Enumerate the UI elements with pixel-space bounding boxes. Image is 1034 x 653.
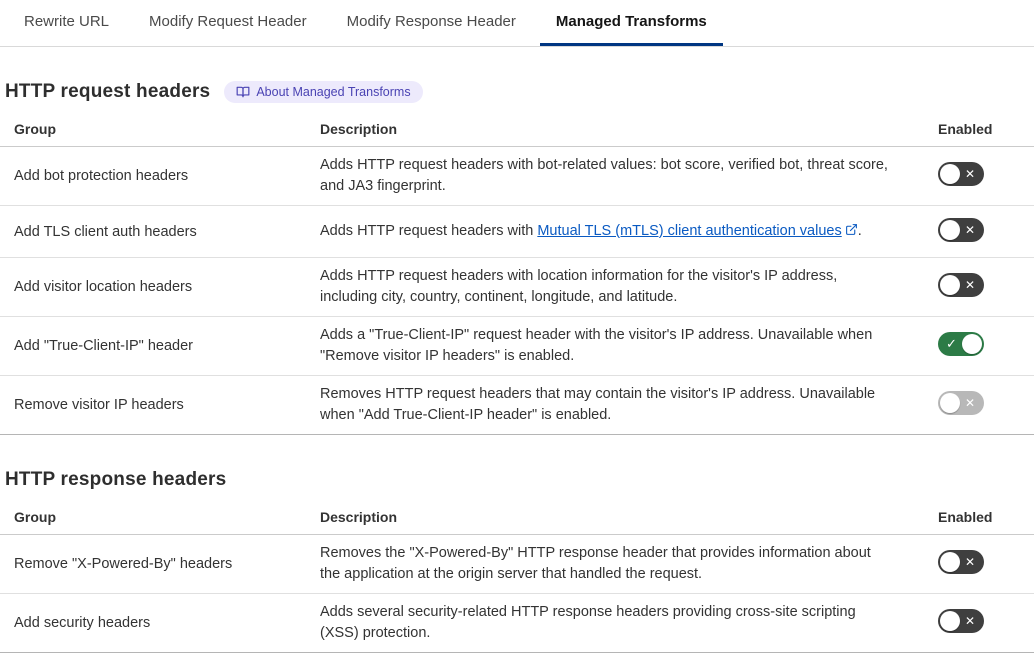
description-text: Removes the "X-Powered-By" HTTP response header that provides information about the application at the origin server that handled the request. [320, 545, 871, 582]
description-prefix: Adds HTTP request headers with [320, 222, 538, 239]
enabled-toggle[interactable] [938, 550, 984, 574]
description-text: Adds several security-related HTTP response headers providing cross-site scripting (XSS) protection. [320, 604, 856, 641]
enabled-toggle[interactable] [938, 273, 984, 297]
description-text: Adds a "True-Client-IP" request header with the visitor's IP address. Unavailable when "Remove visitor IP headers" is enabled. [320, 327, 873, 364]
toggle-knob [940, 164, 960, 184]
http-request-headers-section [0, 81, 1034, 435]
description-text [320, 206, 920, 258]
group-label: Add visitor location headers [14, 279, 193, 295]
toggle-knob [940, 552, 960, 572]
table-header-row [0, 503, 1034, 535]
description-text: Adds HTTP request headers with bot-related values: bot score, verified bot, threat score, and JA3 fingerprint. [320, 157, 888, 194]
toggle-knob [940, 275, 960, 295]
enabled-toggle[interactable] [938, 332, 984, 356]
toggle-knob [940, 220, 960, 240]
description-text: Removes HTTP request headers that may contain the visitor's IP address. Unavailable when "Add True-Client-IP header" is enabled. [320, 386, 876, 423]
group-label: Add security headers [14, 615, 151, 631]
group-label: Add TLS client auth headers [14, 223, 197, 240]
toggle-state-icon [946, 332, 957, 356]
column-header-enabled: Enabled [938, 121, 993, 137]
mtls-docs-link[interactable]: Mutual TLS (mTLS) client authentication values [537, 222, 842, 239]
toggle-state-icon [965, 609, 975, 633]
toggle-state-icon [965, 273, 975, 297]
toggle-state-icon [965, 162, 975, 186]
toggle-knob [940, 611, 960, 631]
enabled-toggle[interactable] [938, 218, 984, 242]
toggle-state-icon [965, 391, 975, 415]
managed-transforms-panel [0, 81, 1034, 653]
group-label: Remove visitor IP headers [14, 397, 184, 413]
table-row [0, 535, 1034, 594]
group-label: Add bot protection headers [14, 168, 189, 184]
http-response-headers-section [0, 469, 1034, 653]
column-header-description: Description [320, 509, 398, 525]
response-section-title: HTTP response headers [5, 469, 227, 490]
description-text: Adds HTTP request headers with location information for the visitor's IP address, including city, country, continent, longitude, and latitude. [320, 268, 838, 305]
column-header-group: Group [14, 509, 56, 525]
table-header-row [0, 115, 1034, 147]
table-row [0, 147, 1034, 206]
badge-label: About Managed Transforms [256, 85, 411, 99]
group-label: Remove "X-Powered-By" headers [14, 556, 233, 572]
toggle-knob [962, 334, 982, 354]
request-section-title: HTTP request headers [5, 81, 211, 102]
tab-modify-request-header[interactable]: Modify Request Header [149, 13, 307, 30]
column-header-group: Group [14, 121, 56, 137]
column-header-enabled: Enabled [938, 509, 993, 525]
external-link-icon [845, 222, 858, 243]
request-headers-table [0, 115, 1034, 435]
table-row [0, 594, 1034, 653]
table-row [0, 317, 1034, 376]
table-row [0, 258, 1034, 317]
toggle-knob [940, 393, 960, 413]
response-headers-table [0, 503, 1034, 653]
tab-rewrite-url[interactable]: Rewrite URL [24, 13, 110, 30]
group-label: Add "True-Client-IP" header [14, 338, 194, 354]
toggle-state-icon [965, 550, 975, 574]
tab-managed-transforms[interactable]: Managed Transforms [540, 0, 723, 46]
book-icon [236, 85, 250, 99]
tab-modify-response-header[interactable]: Modify Response Header [346, 13, 516, 30]
about-managed-transforms-link[interactable] [224, 81, 422, 103]
table-row [0, 206, 1034, 258]
enabled-toggle [938, 391, 984, 415]
enabled-toggle[interactable] [938, 609, 984, 633]
tab-bar [0, 0, 1034, 47]
enabled-toggle[interactable] [938, 162, 984, 186]
toggle-state-icon [965, 218, 975, 242]
description-suffix: . [857, 222, 862, 239]
table-row [0, 376, 1034, 435]
column-header-description: Description [320, 121, 398, 137]
